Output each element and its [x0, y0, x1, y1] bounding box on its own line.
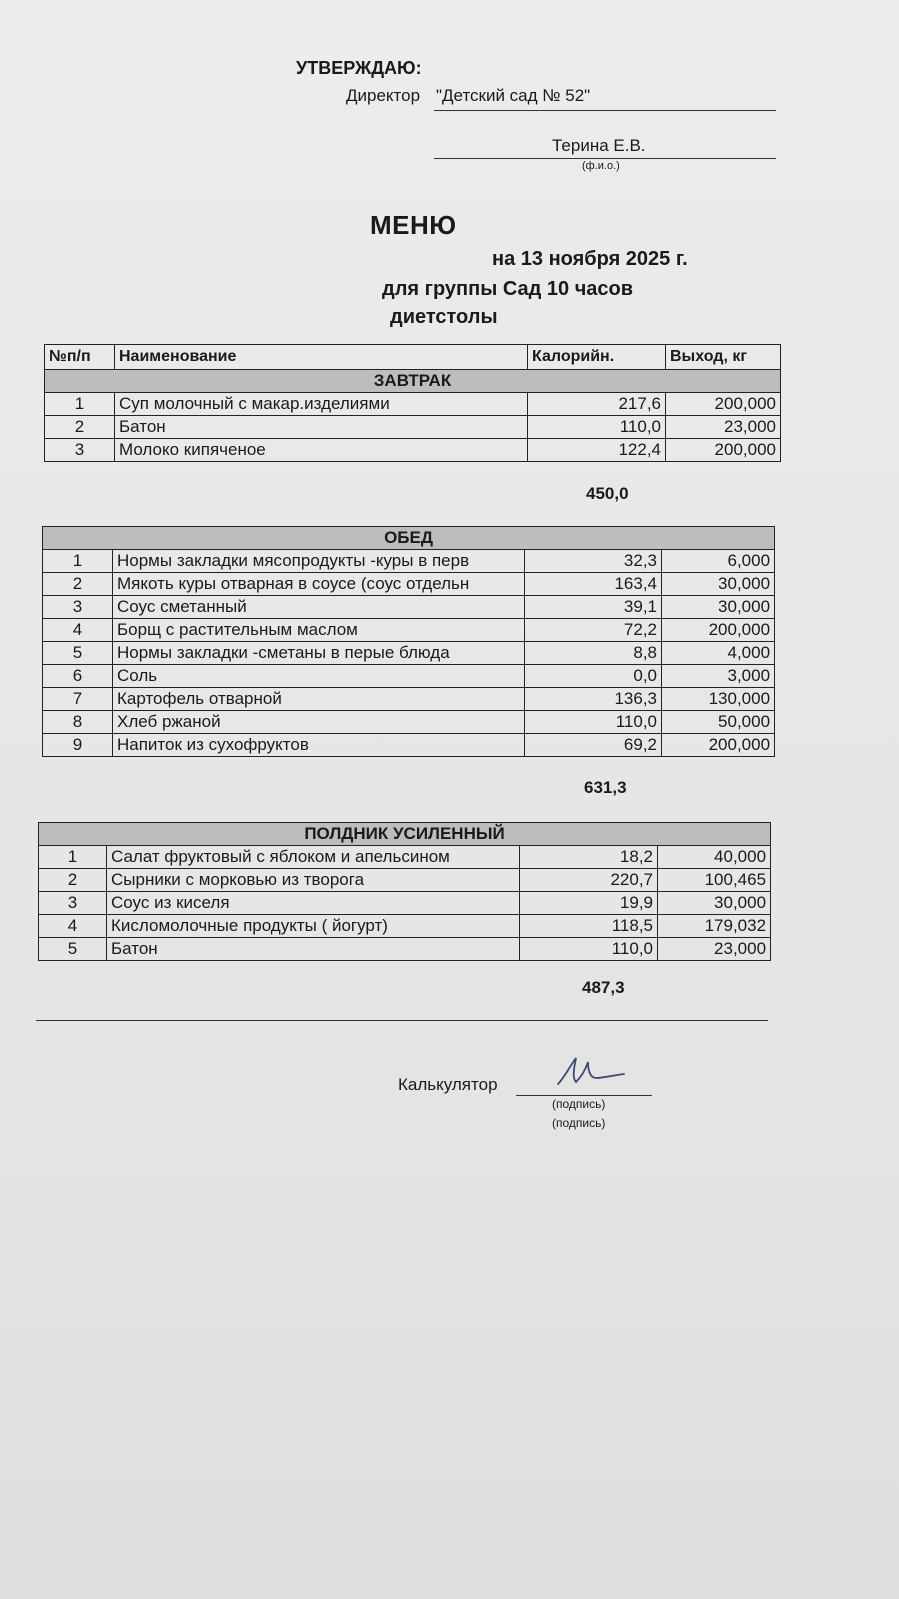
- row-num: 2: [43, 573, 113, 596]
- row-name: Молоко кипяченое: [115, 439, 528, 462]
- row-name: Хлеб ржаной: [113, 711, 525, 734]
- col-header-name: Наименование: [115, 345, 528, 370]
- row-name: Сырники с морковью из творога: [107, 869, 520, 892]
- breakfast-table: [44, 344, 781, 462]
- section-title-lunch: ОБЕД: [43, 527, 775, 550]
- director-label: Директор: [346, 86, 421, 105]
- row-out: 200,000: [662, 619, 775, 642]
- director-organization: "Детский сад № 52": [436, 86, 591, 105]
- row-cal: 19,9: [520, 892, 658, 915]
- row-name: Нормы закладки -сметаны в перые блюда: [113, 642, 525, 665]
- row-name: Соус сметанный: [113, 596, 525, 619]
- row-num: 8: [43, 711, 113, 734]
- table-row: [43, 550, 775, 573]
- row-out: 200,000: [666, 439, 781, 462]
- row-name: Мякоть куры отварная в соусе (соус отдельн: [113, 573, 525, 596]
- row-out: 3,000: [662, 665, 775, 688]
- row-num: 4: [39, 915, 107, 938]
- row-cal: 163,4: [525, 573, 662, 596]
- menu-title: МЕНЮ: [370, 210, 457, 240]
- menu-group: для группы Сад 10 часов: [382, 278, 634, 300]
- table-row: [45, 439, 781, 462]
- table-row: [45, 393, 781, 416]
- row-out: 200,000: [666, 393, 781, 416]
- table-header-row: [45, 345, 781, 370]
- row-cal: 110,0: [528, 416, 666, 439]
- snack-total: 487,3: [582, 978, 625, 997]
- row-name: Картофель отварной: [113, 688, 525, 711]
- table-row: [45, 416, 781, 439]
- row-cal: 72,2: [525, 619, 662, 642]
- row-name: Соус из киселя: [107, 892, 520, 915]
- row-name: Батон: [115, 416, 528, 439]
- row-num: 9: [43, 734, 113, 757]
- lunch-total: 631,3: [584, 778, 627, 797]
- row-out: 30,000: [658, 892, 771, 915]
- row-name: Салат фруктовый с яблоком и апельсином: [107, 846, 520, 869]
- table-row: [43, 573, 775, 596]
- table-row: [39, 938, 771, 961]
- row-name: Нормы закладки мясопродукты -куры в перв: [113, 550, 525, 573]
- table-row: [39, 915, 771, 938]
- row-cal: 217,6: [528, 393, 666, 416]
- row-name: Кисломолочные продукты ( йогурт): [107, 915, 520, 938]
- row-num: 1: [39, 846, 107, 869]
- row-out: 50,000: [662, 711, 775, 734]
- calculator-label: Калькулятор: [398, 1075, 498, 1094]
- row-out: 179,032: [658, 915, 771, 938]
- row-num: 3: [39, 892, 107, 915]
- table-row: [39, 869, 771, 892]
- row-name: Напиток из сухофруктов: [113, 734, 525, 757]
- row-out: 100,465: [658, 869, 771, 892]
- signature-caption-1: (подпись): [552, 1097, 606, 1111]
- row-num: 3: [45, 439, 115, 462]
- row-cal: 32,3: [525, 550, 662, 573]
- row-cal: 39,1: [525, 596, 662, 619]
- row-out: 6,000: [662, 550, 775, 573]
- row-num: 1: [45, 393, 115, 416]
- signature-caption-2: (подпись): [552, 1116, 606, 1130]
- menu-diet: диетстолы: [390, 306, 498, 328]
- row-num: 2: [39, 869, 107, 892]
- row-out: 40,000: [658, 846, 771, 869]
- row-num: 5: [43, 642, 113, 665]
- row-num: 1: [43, 550, 113, 573]
- row-out: 130,000: [662, 688, 775, 711]
- table-row: [43, 711, 775, 734]
- col-header-num: №п/п: [45, 345, 115, 370]
- row-name: Соль: [113, 665, 525, 688]
- row-cal: 110,0: [520, 938, 658, 961]
- signature-mark: [552, 1052, 632, 1092]
- section-title-snack: ПОЛДНИК УСИЛЕННЫЙ: [39, 823, 771, 846]
- table-row: [43, 596, 775, 619]
- table-row: [43, 665, 775, 688]
- col-header-out: Выход, кг: [666, 345, 781, 370]
- bottom-divider: [36, 1020, 768, 1021]
- row-cal: 18,2: [520, 846, 658, 869]
- row-num: 6: [43, 665, 113, 688]
- row-out: 23,000: [658, 938, 771, 961]
- fio-caption: (ф.и.о.): [582, 160, 620, 172]
- fio-underline: [434, 158, 776, 159]
- table-row: [43, 734, 775, 757]
- breakfast-total: 450,0: [586, 484, 629, 503]
- row-cal: 0,0: [525, 665, 662, 688]
- row-out: 23,000: [666, 416, 781, 439]
- snack-table: [38, 822, 771, 961]
- row-num: 2: [45, 416, 115, 439]
- row-name: Суп молочный с макар.изделиями: [115, 393, 528, 416]
- row-out: 200,000: [662, 734, 775, 757]
- row-cal: 69,2: [525, 734, 662, 757]
- table-row: [39, 892, 771, 915]
- row-cal: 8,8: [525, 642, 662, 665]
- table-row: [43, 642, 775, 665]
- director-name: Терина Е.В.: [552, 136, 646, 155]
- row-num: 4: [43, 619, 113, 642]
- row-name: Батон: [107, 938, 520, 961]
- table-row: [39, 846, 771, 869]
- row-out: 30,000: [662, 596, 775, 619]
- row-cal: 118,5: [520, 915, 658, 938]
- col-header-cal: Калорийн.: [528, 345, 666, 370]
- table-row: [43, 619, 775, 642]
- table-row: [43, 688, 775, 711]
- row-cal: 110,0: [525, 711, 662, 734]
- row-num: 7: [43, 688, 113, 711]
- row-cal: 220,7: [520, 869, 658, 892]
- row-num: 3: [43, 596, 113, 619]
- row-cal: 122,4: [528, 439, 666, 462]
- lunch-table: [42, 526, 775, 757]
- row-cal: 136,3: [525, 688, 662, 711]
- row-name: Борщ с растительным маслом: [113, 619, 525, 642]
- menu-date: на 13 ноября 2025 г.: [492, 248, 688, 270]
- approve-label: УТВЕРЖДАЮ:: [296, 58, 422, 78]
- row-num: 5: [39, 938, 107, 961]
- calculator-signature-line: [516, 1095, 652, 1096]
- section-title-breakfast: ЗАВТРАК: [45, 370, 781, 393]
- row-out: 30,000: [662, 573, 775, 596]
- director-underline: [434, 110, 776, 111]
- row-out: 4,000: [662, 642, 775, 665]
